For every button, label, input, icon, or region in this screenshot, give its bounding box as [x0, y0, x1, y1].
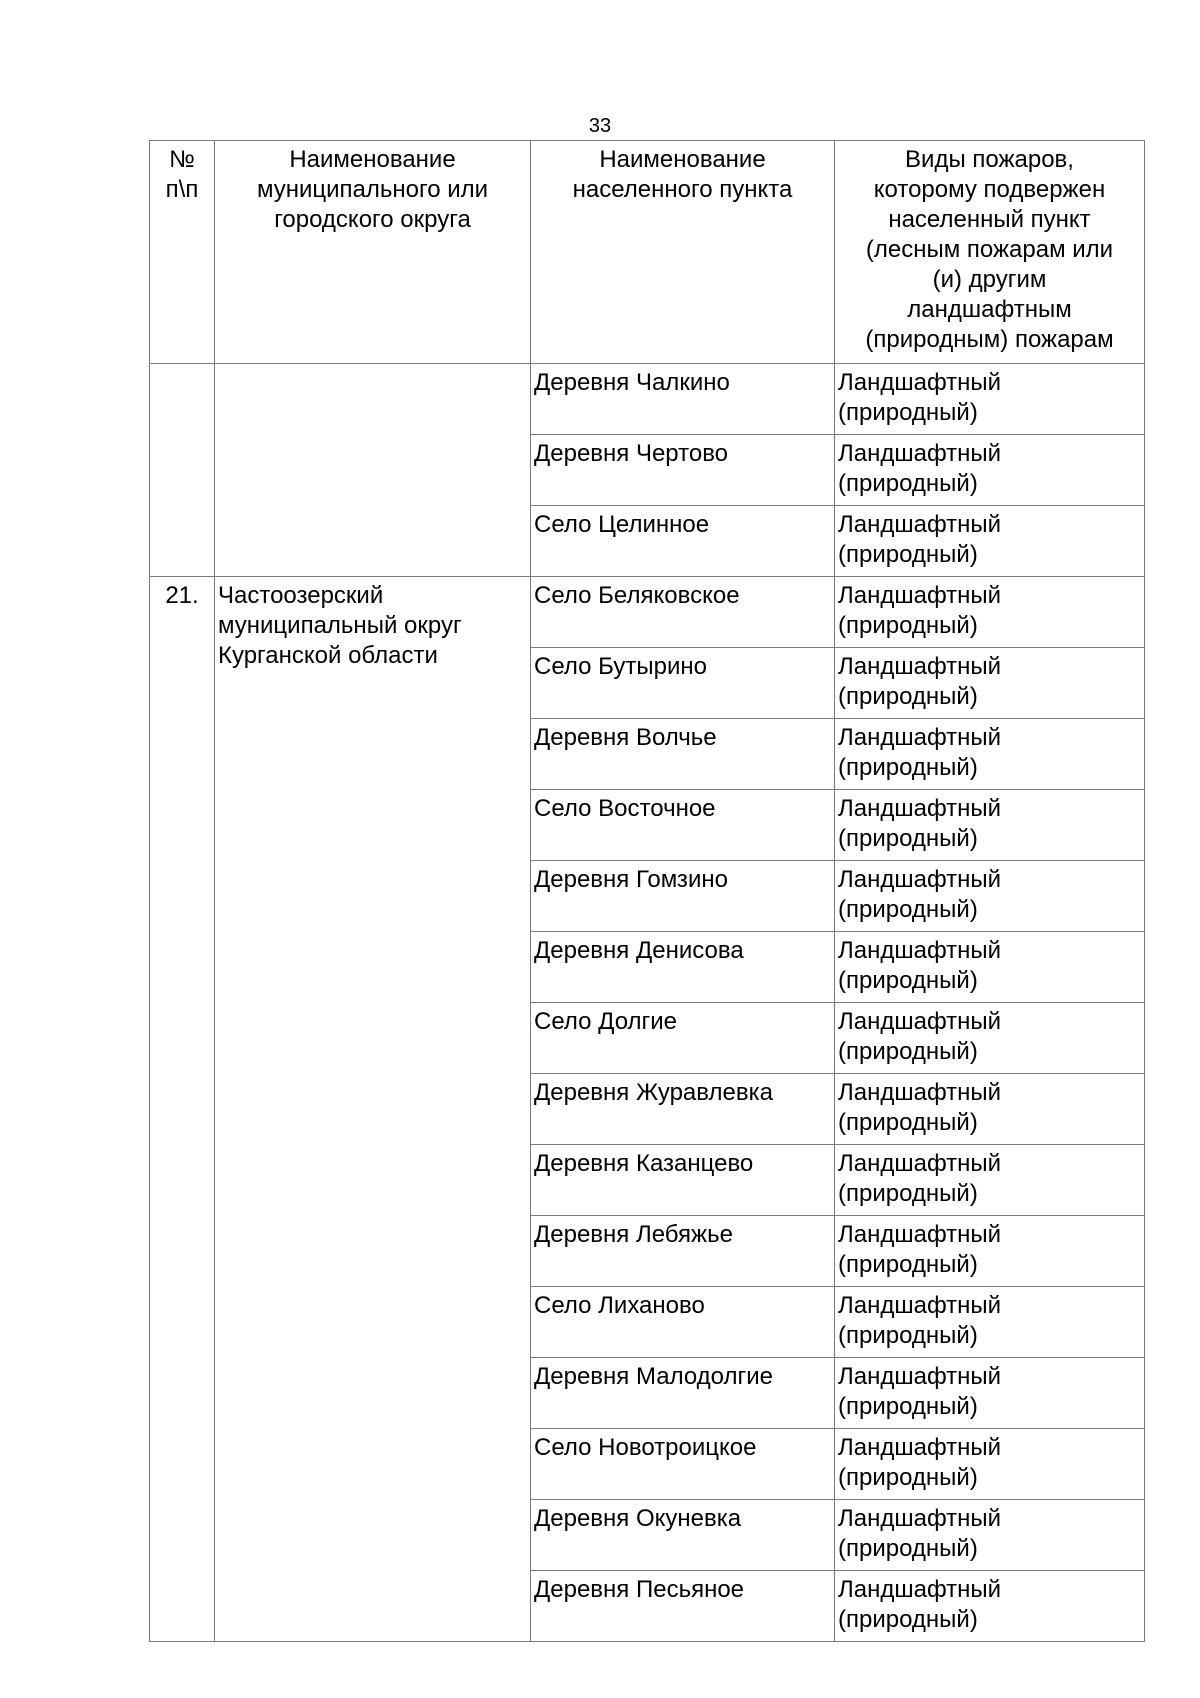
table-header-row	[150, 141, 1145, 364]
fire-type-cell: Ландшафтный (природный)	[835, 1003, 1145, 1074]
fire-type-cell: Ландшафтный (природный)	[835, 790, 1145, 861]
table-body	[150, 364, 1145, 1642]
settlement-cell: Деревня Окуневка	[531, 1500, 835, 1571]
fire-type-cell: Ландшафтный (природный)	[835, 861, 1145, 932]
header-number: № п\п	[150, 141, 215, 364]
settlement-cell: Село Целинное	[531, 506, 835, 577]
settlement-cell: Село Восточное	[531, 790, 835, 861]
settlement-cell: Деревня Чертово	[531, 435, 835, 506]
district-cell: Частоозерский муниципальный округ Курганской области	[215, 577, 531, 1642]
row-number-cell	[150, 364, 215, 577]
table-row	[150, 364, 1145, 435]
settlement-cell: Деревня Волчье	[531, 719, 835, 790]
page-number: 33	[588, 115, 612, 137]
settlement-cell: Деревня Малодолгие	[531, 1358, 835, 1429]
fire-risk-table	[149, 140, 1145, 1642]
table-row	[150, 577, 1145, 648]
fire-type-cell: Ландшафтный (природный)	[835, 1429, 1145, 1500]
fire-type-cell: Ландшафтный (природный)	[835, 364, 1145, 435]
fire-type-cell: Ландшафтный (природный)	[835, 1145, 1145, 1216]
settlement-cell: Деревня Чалкино	[531, 364, 835, 435]
settlement-cell: Село Долгие	[531, 1003, 835, 1074]
fire-type-cell: Ландшафтный (природный)	[835, 435, 1145, 506]
fire-type-cell: Ландшафтный (природный)	[835, 719, 1145, 790]
fire-type-cell: Ландшафтный (природный)	[835, 648, 1145, 719]
district-cell	[215, 364, 531, 577]
settlement-cell: Деревня Лебяжье	[531, 1216, 835, 1287]
settlement-cell: Деревня Песьяное	[531, 1571, 835, 1642]
row-number-cell: 21.	[150, 577, 215, 1642]
settlement-cell: Село Беляковское	[531, 577, 835, 648]
fire-type-cell: Ландшафтный (природный)	[835, 1074, 1145, 1145]
fire-type-cell: Ландшафтный (природный)	[835, 577, 1145, 648]
header-settlement: Наименование населенного пункта	[531, 141, 835, 364]
settlement-cell: Деревня Денисова	[531, 932, 835, 1003]
fire-type-cell: Ландшафтный (природный)	[835, 506, 1145, 577]
settlement-cell: Село Бутырино	[531, 648, 835, 719]
header-fire-type: Виды пожаров, которому подвержен населенный пункт (лесным пожарам или (и) другим ландшафтным (природным) пожарам	[835, 141, 1145, 364]
fire-type-cell: Ландшафтный (природный)	[835, 1287, 1145, 1358]
fire-type-cell: Ландшафтный (природный)	[835, 932, 1145, 1003]
settlement-cell: Деревня Журавлевка	[531, 1074, 835, 1145]
settlement-cell: Село Лиханово	[531, 1287, 835, 1358]
settlement-cell: Деревня Казанцево	[531, 1145, 835, 1216]
settlement-cell: Деревня Гомзино	[531, 861, 835, 932]
fire-type-cell: Ландшафтный (природный)	[835, 1500, 1145, 1571]
header-district: Наименование муниципального или городского округа	[215, 141, 531, 364]
fire-type-cell: Ландшафтный (природный)	[835, 1571, 1145, 1642]
fire-type-cell: Ландшафтный (природный)	[835, 1216, 1145, 1287]
settlement-cell: Село Новотроицкое	[531, 1429, 835, 1500]
fire-type-cell: Ландшафтный (природный)	[835, 1358, 1145, 1429]
